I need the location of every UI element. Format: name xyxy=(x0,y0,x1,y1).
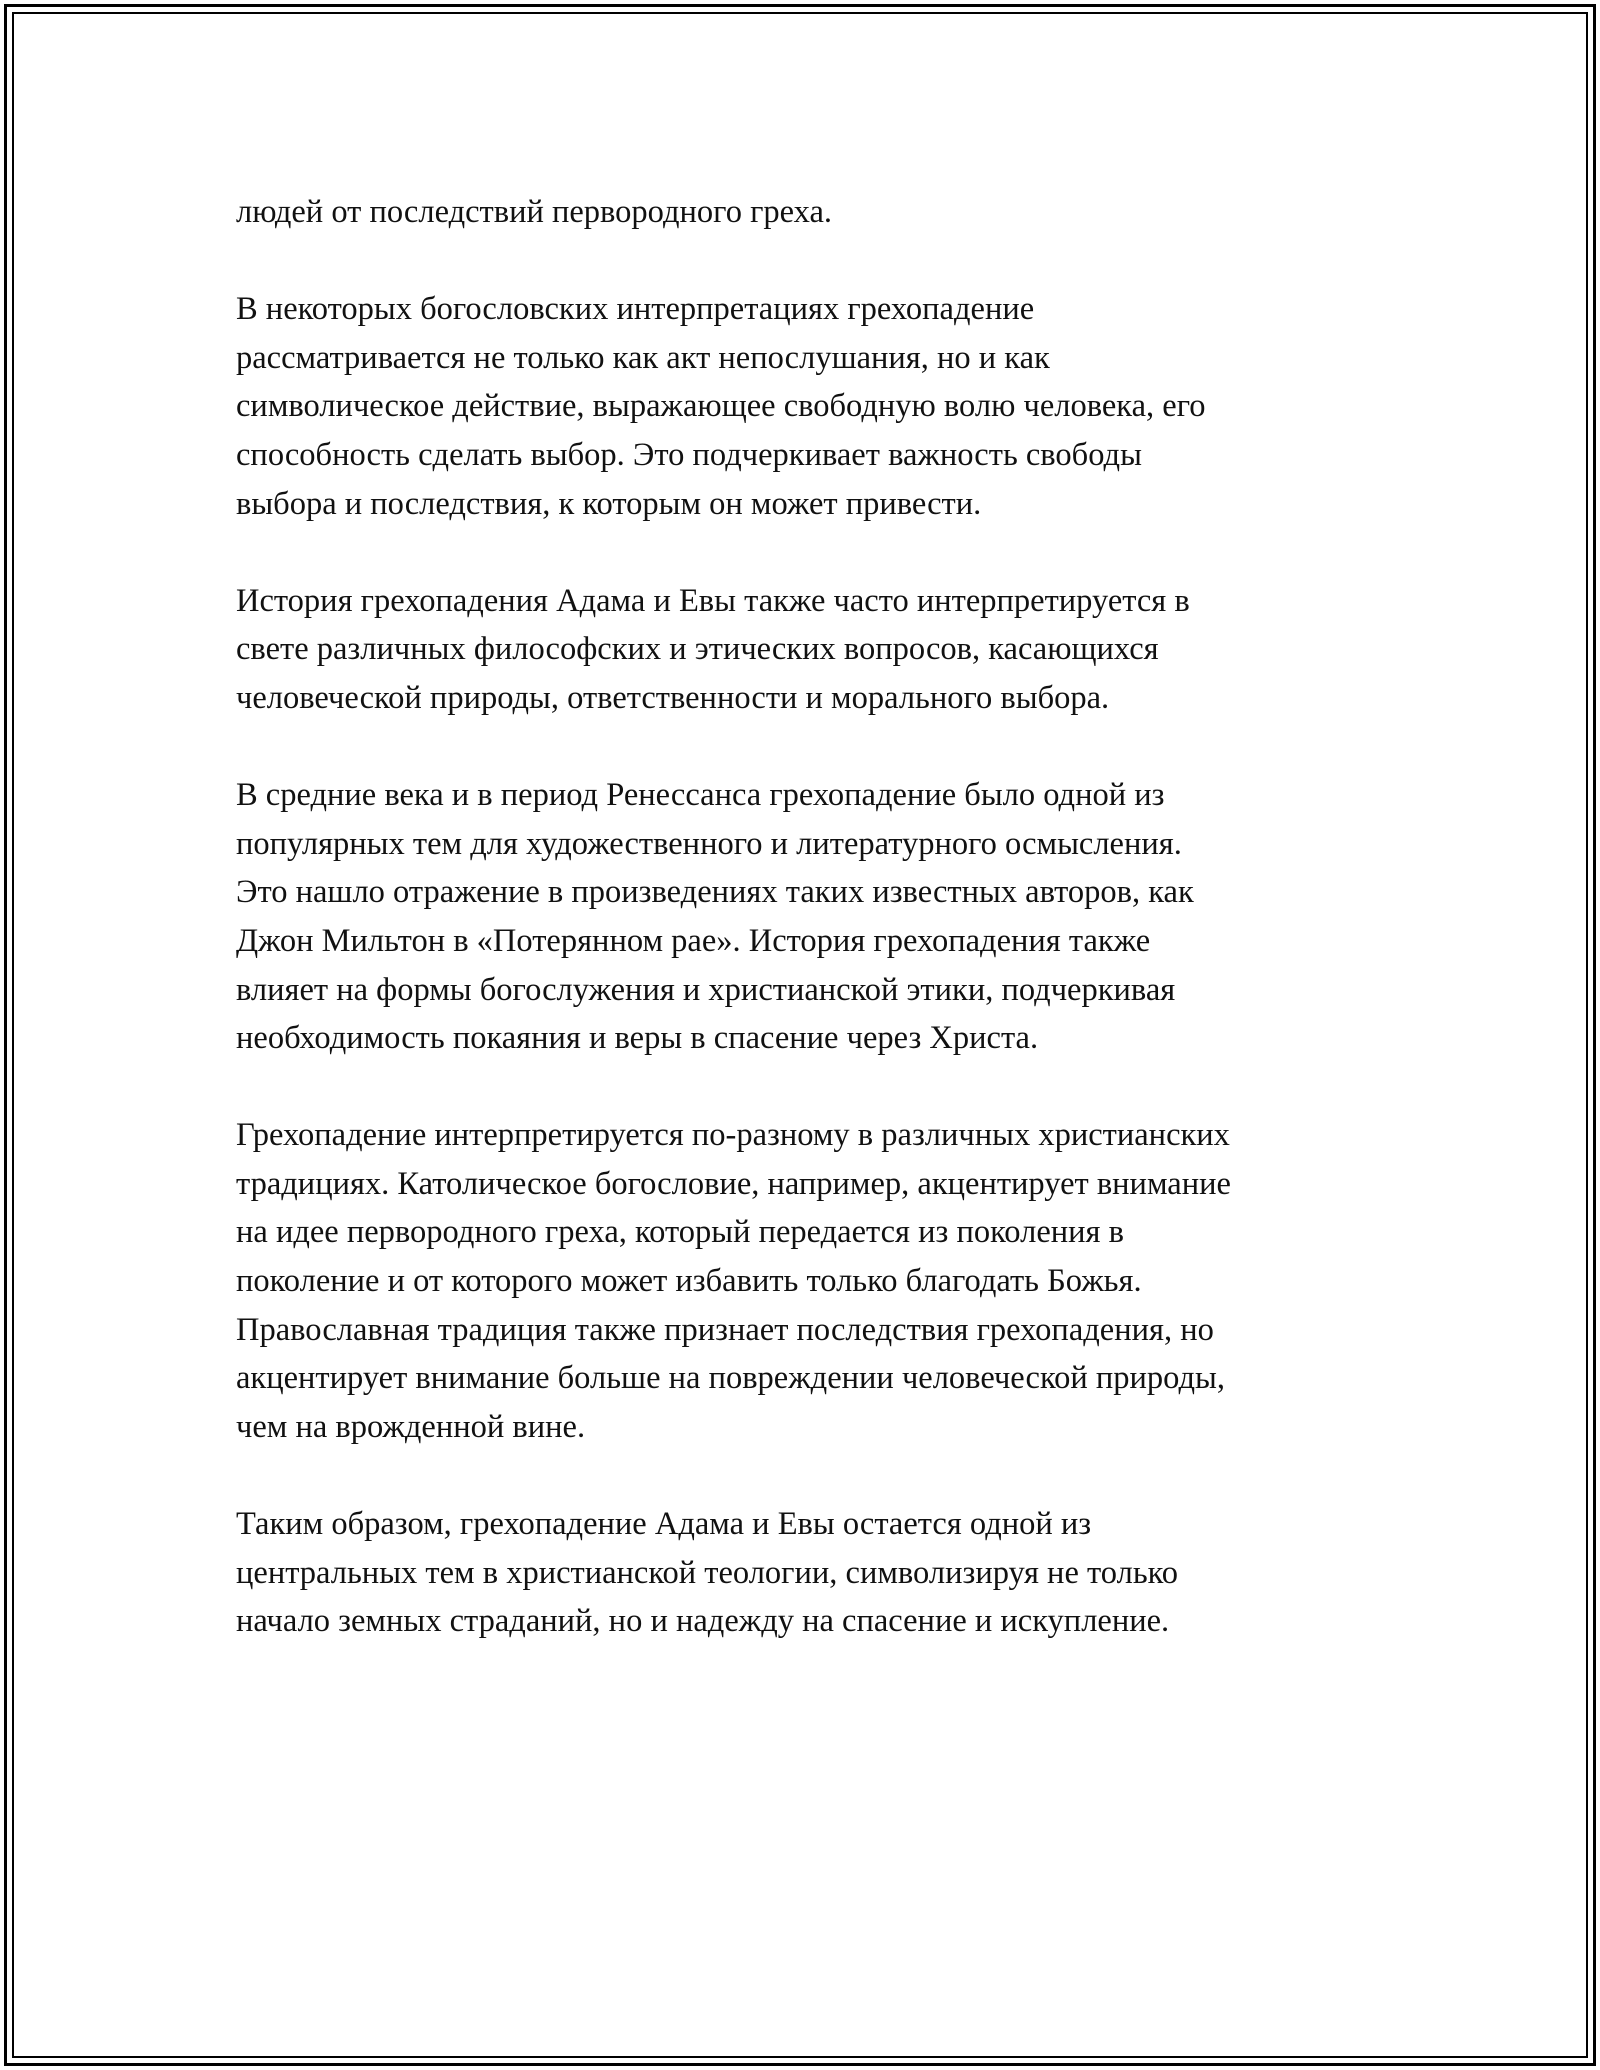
paragraph-5: Грехопадение интерпретируется по-разному в различных христианских традициях. Католическое богословие, например, акцентирует внимание на идее первородного греха, который передается из поколения в поколение и от которого может избавить только благодать Божья. Православная традиция также признает последствия грехопадения, но акцентирует внимание больше на повреждении человеческой природы, чем на врожденной вине. xyxy=(236,1117,1231,1445)
paragraph-3: История грехопадения Адама и Евы также часто интерпретируется в свете различных философских и этических вопросов, касающихся человеческой природы, ответственности и морального выбора. xyxy=(236,582,1190,716)
paragraph-4: В средние века и в период Ренессанса грехопадение было одной из популярных тем для художественного и литературного осмысления. Это нашло отражение в произведениях таких известных авторов, как Джон Мильтон в «Потерянном рае». История грехопадения также влияет на формы богослужения и христианской этики, подчеркивая необходимость покаяния и веры в спасение через Христа. xyxy=(236,777,1194,1057)
paragraph-1: людей от последствий первородного греха. xyxy=(236,194,833,230)
paragraph-6: Таким образом, грехопадение Адама и Евы остается одной из центральных тем в христианской теологии, символизируя не только начало земных страданий, но и надежду на спасение и искупление. xyxy=(236,1506,1179,1640)
paragraph-2: В некоторых богословских интерпретациях грехопадение рассматривается не только как акт непослушания, но и как символическое действие, выражающее свободную волю человека, его способность сделать выбор. Это подчеркивает важность свободы выбора и последствия, к которым он может привести. xyxy=(236,291,1206,522)
document-body xyxy=(236,188,1386,1694)
